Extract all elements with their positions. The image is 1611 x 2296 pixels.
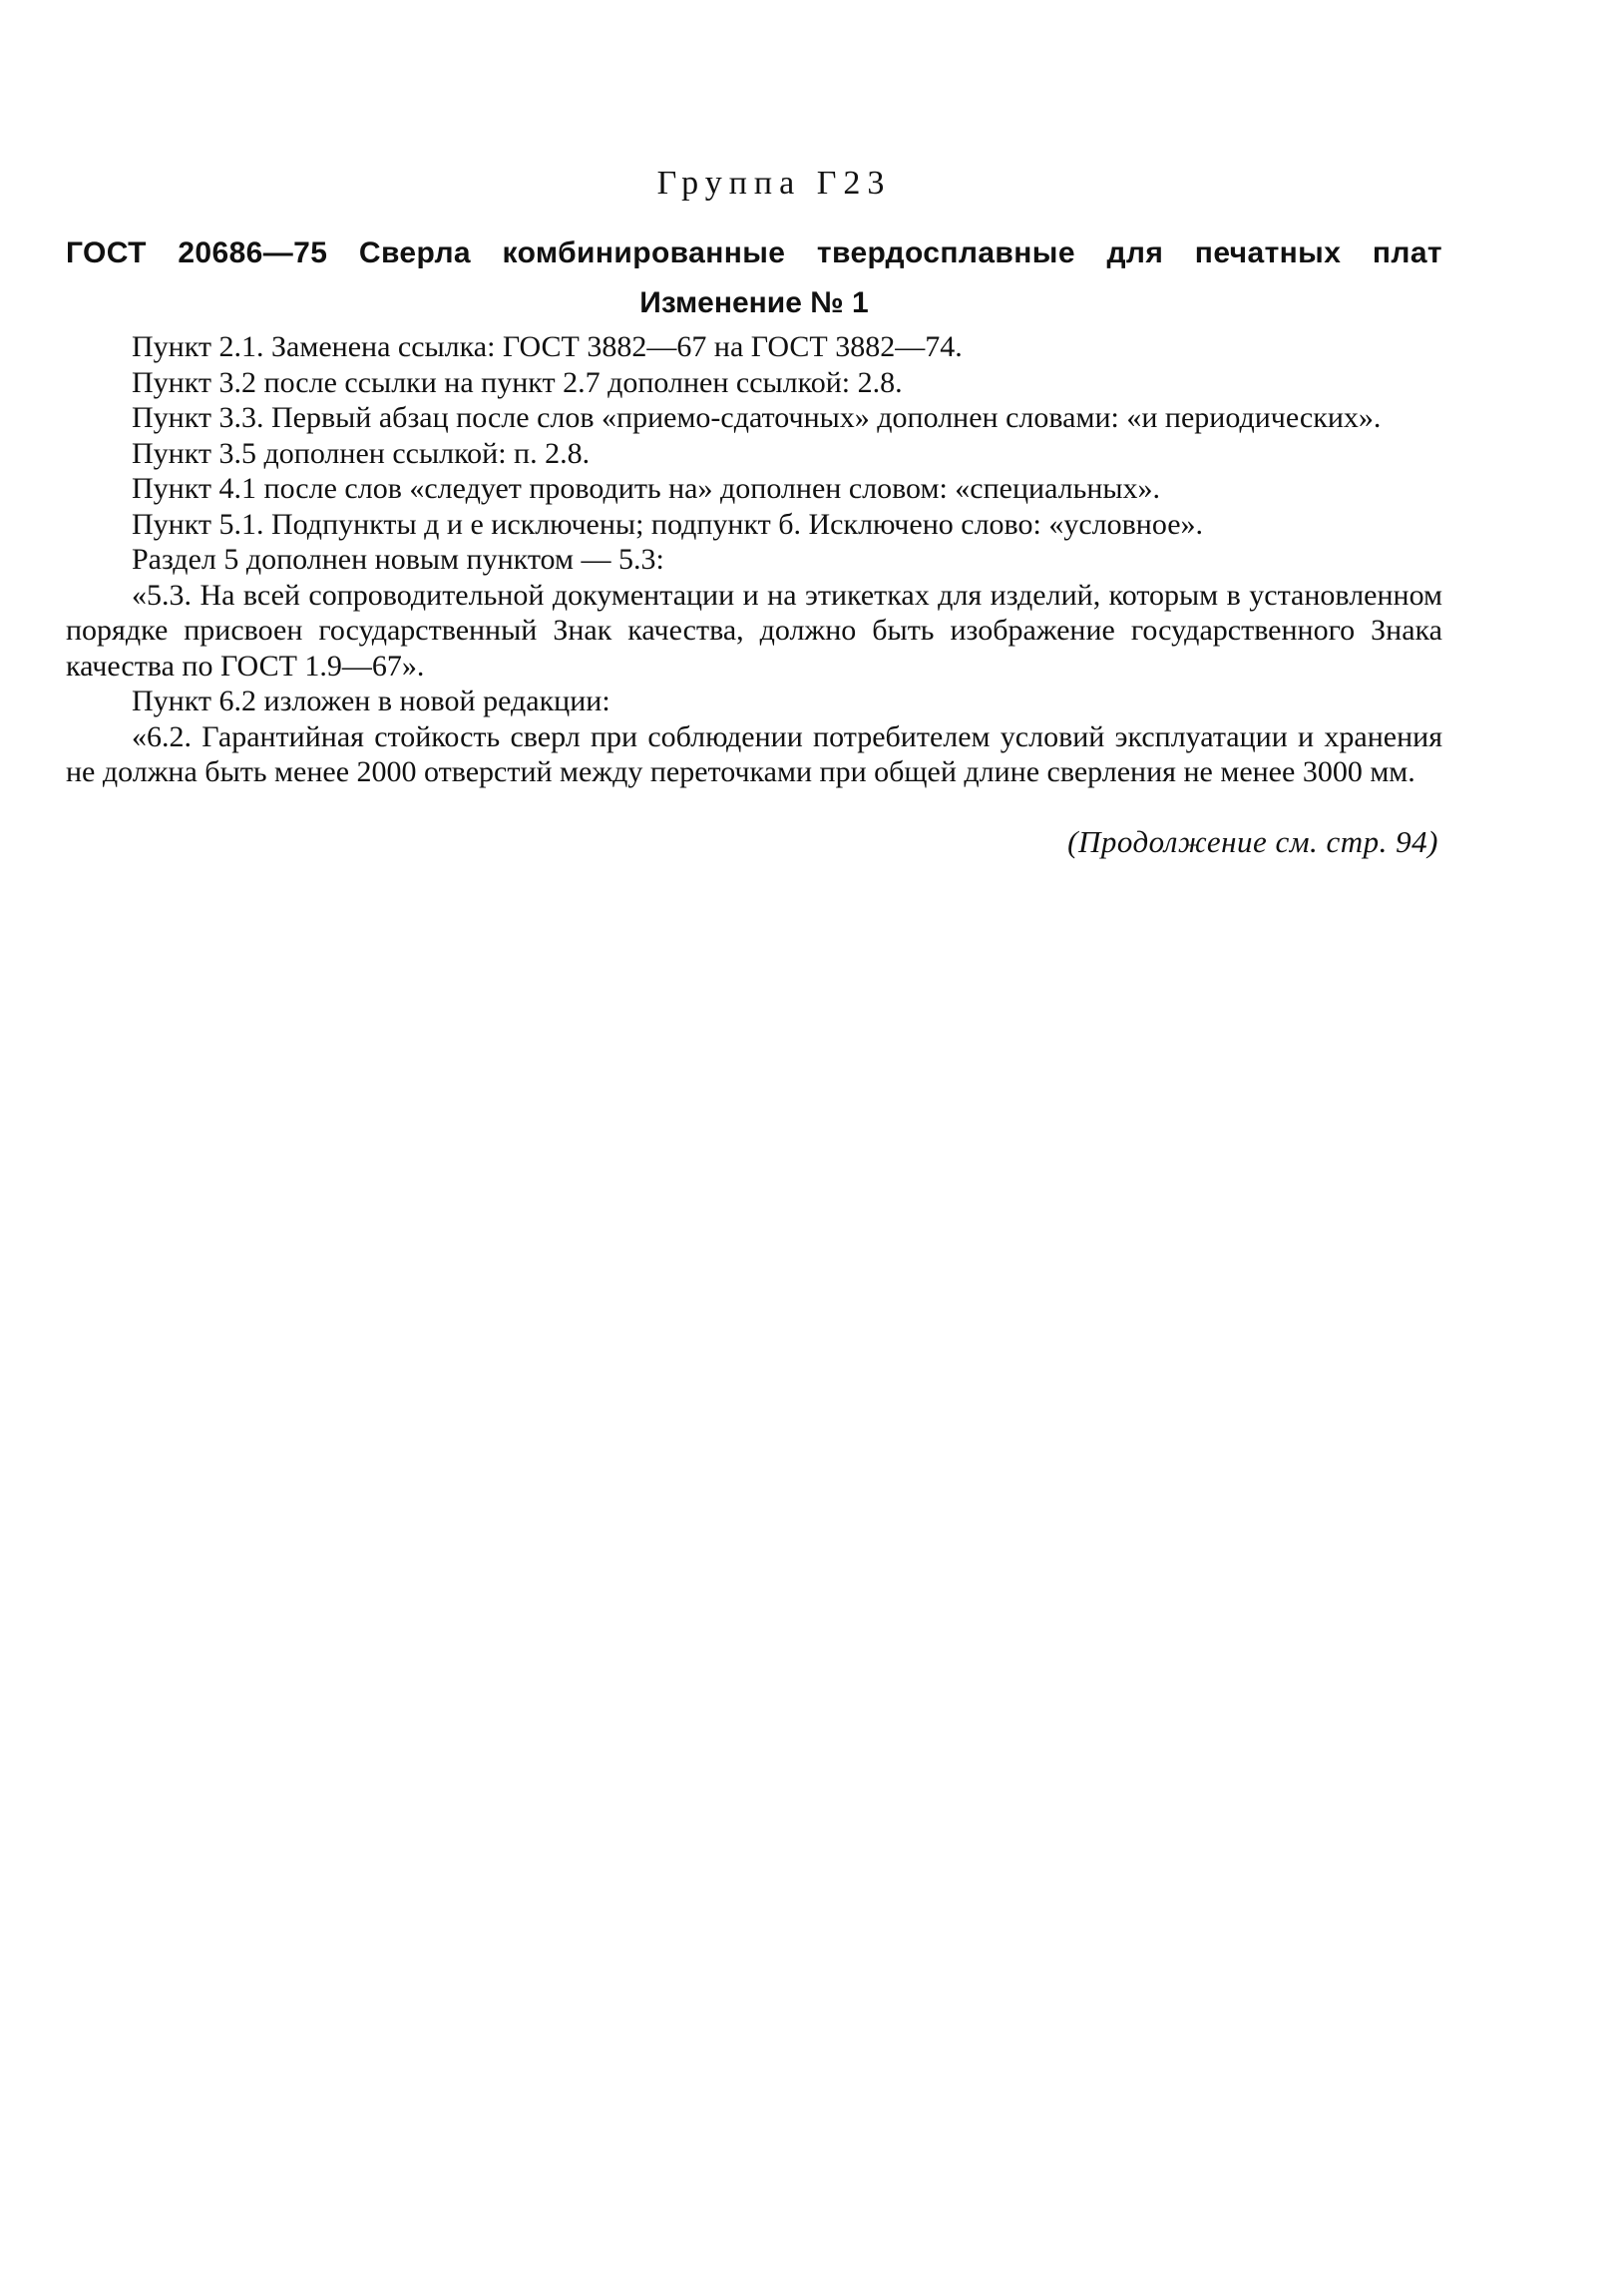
paragraph: Пункт 3.2 после ссылки на пункт 2.7 дополнен ссылкой: 2.8. (132, 365, 903, 399)
document-title: ГОСТ 20686—75 Сверла комбинированные твердосплавные для печатных плат (66, 236, 1442, 269)
paragraph: Пункт 3.5 дополнен ссылкой: п. 2.8. (132, 436, 591, 470)
paragraph: «5.3. На всей сопроводительной документации и на этикетках для изделий, которым в установленном порядке присвоен государственный Знак качества, должно быть изображение государственного Знака качества по ГОСТ 1.9—67». (66, 578, 1442, 683)
paragraph: Раздел 5 дополнен новым пунктом — 5.3: (132, 543, 664, 576)
paragraph: Пункт 3.3. Первый абзац после слов «приемо-сдаточных» дополнен словами: «и периодических». (132, 401, 1382, 434)
paragraph: Пункт 2.1. Заменена ссылка: ГОСТ 3882—67 на ГОСТ 3882—74. (132, 330, 963, 363)
document-page (66, 160, 1442, 862)
group-label: Группа Г23 (656, 165, 892, 202)
paragraph: Пункт 4.1 после слов «следует проводить на» дополнен словом: «специальных». (132, 472, 1161, 505)
amendment-body (66, 329, 1442, 790)
amendment-number: Изменение № 1 (639, 286, 869, 319)
paragraph: Пункт 5.1. Подпункты д и е исключены; подпункт б. Исключено слово: «условное». (132, 507, 1204, 541)
paragraph: «6.2. Гарантийная стойкость сверл при соблюдении потребителем условий эксплуатации и хранения не должна быть менее 2000 отверстий между переточками при общей длине сверления не менее 3000 мм. (66, 719, 1442, 788)
continuation-note: (Продолжение см. стр. 94) (1067, 823, 1438, 859)
paragraph: Пункт 6.2 изложен в новой редакции: (132, 685, 610, 717)
